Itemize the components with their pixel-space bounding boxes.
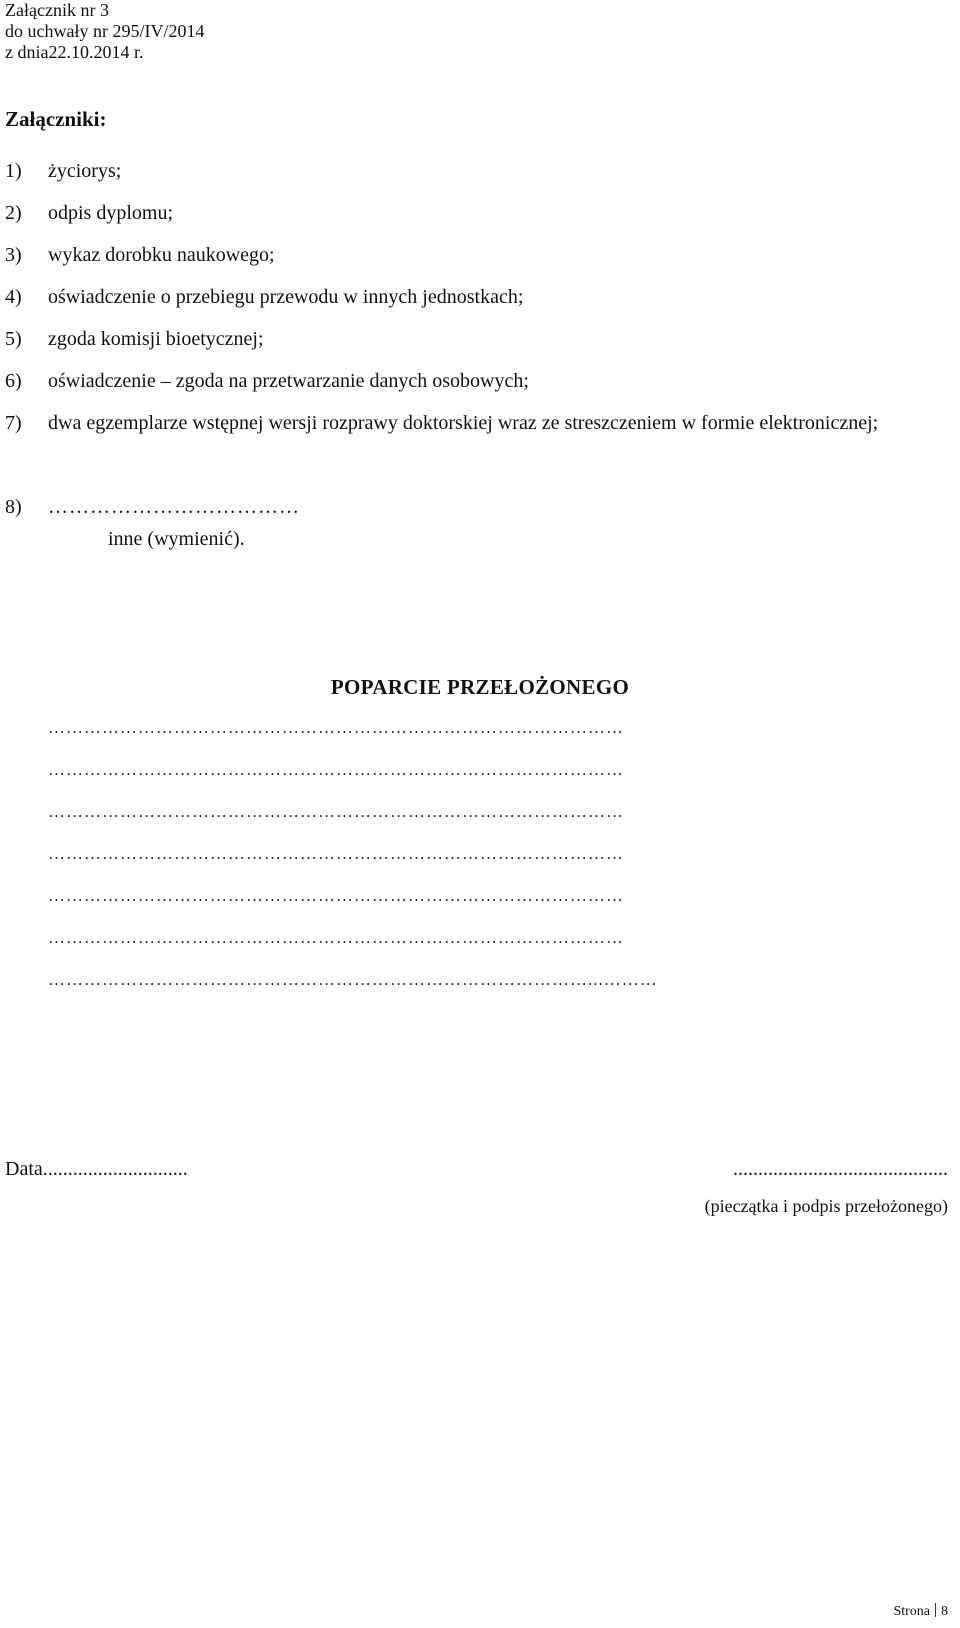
page-number: 8 [941, 1604, 948, 1619]
page-label: Strona [893, 1604, 930, 1619]
support-text-line[interactable]: …………………………………………………………………………………… [48, 844, 624, 863]
list-item [5, 150, 955, 192]
list-item-text: wykaz dorobku naukowego; [48, 244, 275, 266]
list-item [5, 192, 955, 234]
supervisor-support-title: POPARCIE PRZEŁOŻONEGO [330, 675, 630, 699]
other-attachment-note: inne (wymienić). [108, 528, 245, 550]
signature-field[interactable]: ........................................... [733, 1158, 948, 1180]
list-item-text: odpis dyplomu; [48, 202, 174, 224]
list-item-number: 2) [5, 202, 22, 224]
list-item-number: 8) [5, 496, 22, 518]
list-item-number: 1) [5, 160, 22, 182]
date-field[interactable]: Data............................. [5, 1158, 188, 1180]
attachments-list [5, 150, 955, 528]
list-item-number: 4) [5, 286, 22, 308]
signature-caption: (pieczątka i podpis przełożonego) [704, 1196, 948, 1216]
list-item-text: życiorys; [48, 160, 122, 182]
annex-number: Załącznik nr 3 [5, 0, 109, 20]
attachments-title: Załączniki: [5, 107, 107, 131]
page-footer [893, 1603, 948, 1620]
support-text-line[interactable]: …………………………………………………………………………………… [48, 760, 624, 779]
list-item [5, 360, 955, 402]
resolution-number: do uchwały nr 295/IV/2014 [5, 21, 205, 41]
list-item-number: 5) [5, 328, 22, 350]
support-text-line[interactable]: ………………………………………………………………………………...……… [48, 970, 658, 989]
list-item-number: 7) [5, 412, 22, 434]
list-item-number: 6) [5, 370, 22, 392]
footer-separator [935, 1603, 936, 1617]
list-item [5, 318, 955, 360]
support-text-line[interactable]: …………………………………………………………………………………… [48, 802, 624, 821]
list-item [5, 402, 955, 486]
list-item-text: oświadczenie o przebiegu przewodu w innych jednostkach; [48, 286, 524, 308]
list-item-other [5, 486, 955, 528]
other-attachment-field[interactable]: ……………………………… [48, 496, 300, 518]
support-text-line[interactable]: …………………………………………………………………………………… [48, 718, 624, 737]
list-item-number: 3) [5, 244, 22, 266]
list-item [5, 276, 955, 318]
resolution-date: z dnia22.10.2014 r. [5, 42, 144, 62]
list-item-text: zgoda komisji bioetycznej; [48, 328, 264, 350]
support-text-line[interactable]: …………………………………………………………………………………… [48, 928, 624, 947]
list-item-text: oświadczenie – zgoda na przetwarzanie danych osobowych; [48, 370, 529, 392]
document-header [5, 0, 204, 63]
list-item [5, 234, 955, 276]
support-text-line[interactable]: …………………………………………………………………………………… [48, 886, 624, 905]
list-item-text: dwa egzemplarze wstępnej wersji rozprawy doktorskiej wraz ze streszczeniem w formie elektronicznej; [48, 412, 879, 434]
